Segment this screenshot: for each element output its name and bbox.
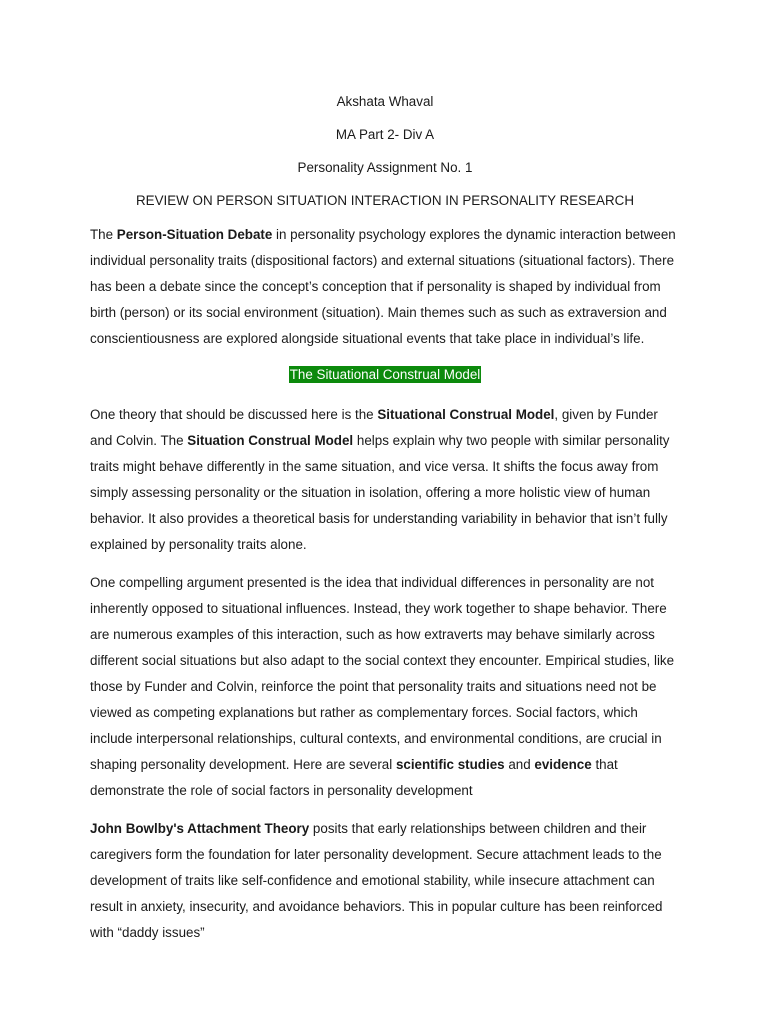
para3-text-1: One compelling argument presented is the idea that individual differences in personality are not inherently opposed to situational influences. Instead, they work together to shape behavior. There are numerous examples of this interaction, such as how extraverts may behave similarly across different social situations but also adapt to the social context they encounter. Empirical studies, like those by Funder and Colvin, reinforce the point that personality traits and situations need not be viewed as competing explanations but rather as complementary forces. Social factors, which include interpersonal relationships, cultural contexts, and environmental conditions, are crucial in shaping personality development. Here are several bbox=[90, 575, 675, 772]
para3-text-3: that demonstrate the role of social factors in personality development bbox=[90, 757, 618, 798]
para3-bold-1: scientific studies bbox=[395, 757, 505, 772]
argument-paragraph bbox=[90, 570, 680, 804]
spacer bbox=[90, 804, 680, 816]
document-title: REVIEW ON PERSON SITUATION INTERACTION IN PERSONALITY RESEARCH bbox=[135, 193, 634, 208]
intro-bold-term: Person-Situation Debate bbox=[116, 227, 273, 242]
spacer bbox=[90, 352, 680, 362]
class-division: MA Part 2- Div A bbox=[335, 127, 435, 142]
author-name: Akshata Whaval bbox=[336, 94, 434, 109]
spacer bbox=[90, 558, 680, 570]
intro-text-2: in personality psychology explores the dynamic interaction between individual personality traits (dispositional factors) and external situations (situational factors). There has been a debate since the concept’s conception that if personality is shaped by individual from birth (person) or its social environment (situation). Main themes such as such as extraversion and conscientiousness are explored alongside situational events that take place in individual’s life. bbox=[90, 227, 676, 346]
para2-bold-1: Situational Construal Model bbox=[377, 407, 555, 422]
para3-bold-2: evidence bbox=[534, 757, 592, 772]
para4-bold-1: John Bowlby's Attachment Theory bbox=[90, 821, 310, 836]
para2-text-1: One theory that should be discussed here is the bbox=[90, 407, 378, 422]
document-body bbox=[90, 90, 680, 946]
intro-paragraph bbox=[90, 222, 680, 352]
section-heading: The Situational Construal Model bbox=[289, 367, 481, 382]
section-heading-row bbox=[90, 363, 680, 402]
para2-bold-2: Situation Construal Model bbox=[187, 433, 354, 448]
assignment-number: Personality Assignment No. 1 bbox=[297, 160, 473, 175]
para4-text-1: posits that early relationships between children and their caregivers form the foundation for later personality development. Secure attachment leads to the development of traits like self-confidence and emotional stability, while insecure attachment can result in anxiety, insecurity, and avoidance behaviors. This in popular culture has been reinforced with “daddy issues” bbox=[90, 821, 663, 940]
intro-text-1: The bbox=[90, 227, 117, 242]
para2-text-3: helps explain why two people with similar personality traits might behave differently in the same situation, and vice versa. It shifts the focus away from simply assessing personality or the situation in isolation, offering a more holistic view of human behavior. It also provides a theoretical basis for understanding variability in behavior that isn’t fully explained by personality traits alone. bbox=[90, 433, 670, 552]
construal-model-paragraph bbox=[90, 402, 680, 558]
para3-text-2: and bbox=[504, 757, 535, 772]
para2-text-2: , given by Funder and Colvin. The bbox=[90, 407, 658, 448]
attachment-theory-paragraph bbox=[90, 816, 680, 946]
